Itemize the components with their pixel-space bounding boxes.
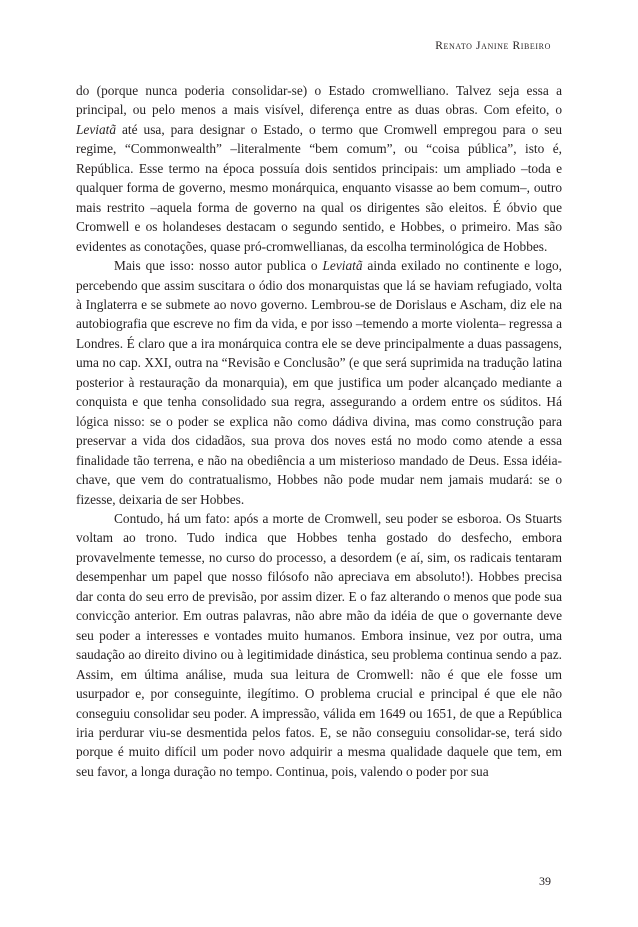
paragraph-1-italic-title: Leviatã bbox=[76, 121, 117, 137]
paragraph-1-text-b: até usa, para designar o Estado, o termo que Cromwell empregou para o seu regime, “Commonwealth” –literalmente “bem comum”, ou “coisa pública”, isto é, República. Esse termo na época possuía dois sentidos principais: um ampliado –toda e qualquer forma de governo, mesmo monárquica, enquanto visasse ao bem comum–, outro mais restrito –aquela forma de governo na qual os dirigentes são eleitos. É óbvio que Cromwell e os holandeses destacam o segundo sentido, e Hobbes, o primeiro. Mas são evidentes as conotações, quase pró-cromwellianas, da escolha terminológica de Hobbes. bbox=[76, 121, 562, 254]
running-header bbox=[435, 40, 551, 52]
paragraph-3: Contudo, há um fato: após a morte de Cromwell, seu poder se esboroa. Os Stuarts voltam ao trono. Tudo indica que Hobbes tenha gostado do desfecho, embora provavelmente temesse, no curso do processo, a desordem (e aí, sim, os radicais tentaram desempenhar um papel que nosso filósofo não apreciava em absoluto!). Hobbes precisa dar conta do seu erro de previsão, por assim dizer. E o faz alterando o menos que pode sua convicção anterior. Em outras palavras, não abre mão da idéia de que o governante deve seu poder a interesses e vontades muito humanos. Embora insinue, vez por outra, uma saudação ao direito divino ou à legitimidade dinástica, seu problema continua sendo a paz. Assim, em última análise, muda sua leitura de Cromwell: não é que ele fosse um usurpador e, por conseguinte, ilegítimo. O problema crucial e principal é que ele não conseguiu consolidar seu poder. A impressão, válida em 1649 ou 1651, de que a República iria perdurar viu-se desmentida pelos fatos. E, se não conseguiu consolidar-se, terá sido porque é muito difícil um poder novo adquirir a mesma qualidade daquele que tem, em seu favor, a longa duração no tempo. Continua, pois, valendo o poder por sua bbox=[76, 510, 562, 779]
header-author: Renato Janine Ribeiro bbox=[435, 40, 551, 52]
page-number: 39 bbox=[539, 874, 551, 888]
paragraph-1-text-a: do (porque nunca poderia consolidar-se) o Estado cromwelliano. Talvez seja essa a principal, ou pelo menos a mais visível, diferença entre as duas obras. Com efeito, o bbox=[76, 83, 562, 118]
paragraph-2-text-a: Mais que isso: nosso autor publica o bbox=[114, 258, 323, 274]
paragraph-2-italic-title: Leviatã bbox=[322, 258, 363, 274]
paragraph-2 bbox=[76, 256, 562, 509]
body-text bbox=[76, 81, 562, 781]
paragraph-1 bbox=[76, 81, 562, 256]
paragraph-2-text-b: ainda exilado no continente e logo, percebendo que assim suscitara o ódio dos monarquistas que lá se haviam refugiado, volta à Inglaterra e se submete ao novo governo. Lembrou-se de Dorislaus e Ascham, diz ele na autobiografia que escreve no fim da vida, e por isso –temendo a morte violenta– regressa a Londres. É claro que a ira monárquica contra ele se deve principalmente a duas passagens, uma no cap. XXI, outra na “Revisão e Conclusão” (e que será suprimida na tradução latina posterior à restauração da monarquia), em que justifica um poder alcançado mediante a conquista e que tenha consolidado sua regra, assegurando a ordem entre os súditos. Há lógica nisso: se o poder se explica não como dádiva divina, mas como construção para preservar a vida dos cidadãos, sua prova dos noves está no modo como atende a essa finalidade tão terrena, e não na obediência a um misterioso mandado de Deus. Essa idéia-chave, que vem do contratualismo, Hobbes não pode mudar nem jamais mudará: se o fizesse, deixaria de ser Hobbes. bbox=[76, 258, 563, 507]
